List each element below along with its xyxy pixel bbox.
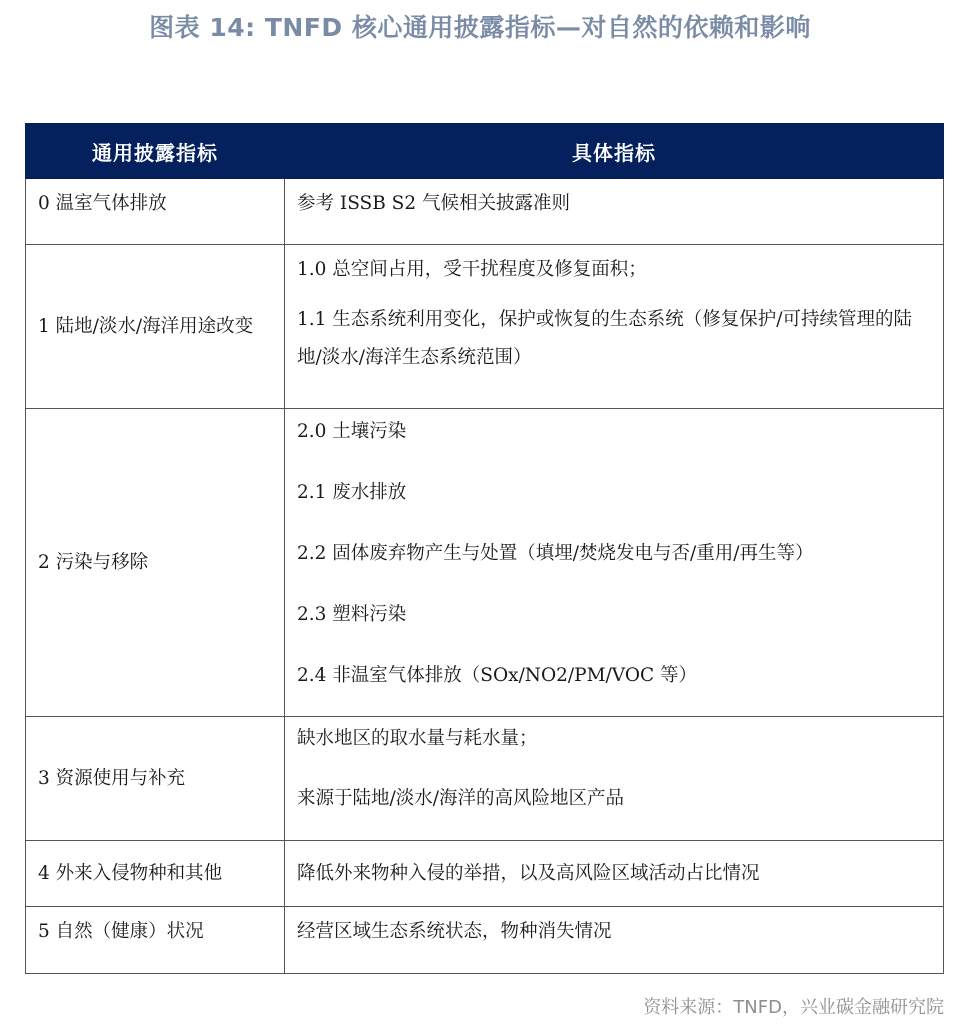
details-cell: 降低外来物种入侵的举措，以及高风险区域活动占比情况: [285, 841, 944, 907]
source-note: 资料来源：TNFD，兴业碳金融研究院: [643, 997, 944, 1018]
table-header-row: [26, 124, 944, 179]
indicator-cell: 5 自然（健康）状况: [26, 907, 285, 974]
details-cell: 参考 ISSB S2 气候相关披露准则: [285, 179, 944, 245]
table-row: [26, 717, 944, 841]
indicator-table: [25, 123, 944, 974]
header-specific-indicator: 具体指标: [285, 124, 944, 179]
details-cell: 1.0 总空间占用，受干扰程度及修复面积； 1.1 生态系统利用变化，保护或恢复的生态系统（修复保护/可持续管理的陆地/淡水/海洋生态系统范围）: [285, 245, 944, 409]
indicator-cell: 3 资源使用与补充: [26, 717, 285, 841]
details-cell: 经营区域生态系统状态，物种消失情况: [285, 907, 944, 974]
table-row: [26, 179, 944, 245]
table-row: [26, 245, 944, 409]
indicator-cell: 4 外来入侵物种和其他: [26, 841, 285, 907]
indicator-cell: 1 陆地/淡水/海洋用途改变: [26, 245, 285, 409]
indicator-cell: 2 污染与移除: [26, 409, 285, 717]
table-row: [26, 409, 944, 717]
figure-title: 图表 14: TNFD 核心通用披露指标—对自然的依赖和影响: [149, 13, 811, 42]
header-general-indicator: 通用披露指标: [26, 124, 285, 179]
table-row: [26, 907, 944, 974]
table-row: [26, 841, 944, 907]
indicator-cell: 0 温室气体排放: [26, 179, 285, 245]
details-cell: 缺水地区的取水量与耗水量； 来源于陆地/淡水/海洋的高风险地区产品: [285, 717, 944, 841]
details-cell: 2.0 土壤污染 2.1 废水排放 2.2 固体废弃物产生与处置（填埋/焚烧发电与否/重用/再生等） 2.3 塑料污染 2.4 非温室气体排放（SOx/NO2/PM/VOC 等）: [285, 409, 944, 717]
